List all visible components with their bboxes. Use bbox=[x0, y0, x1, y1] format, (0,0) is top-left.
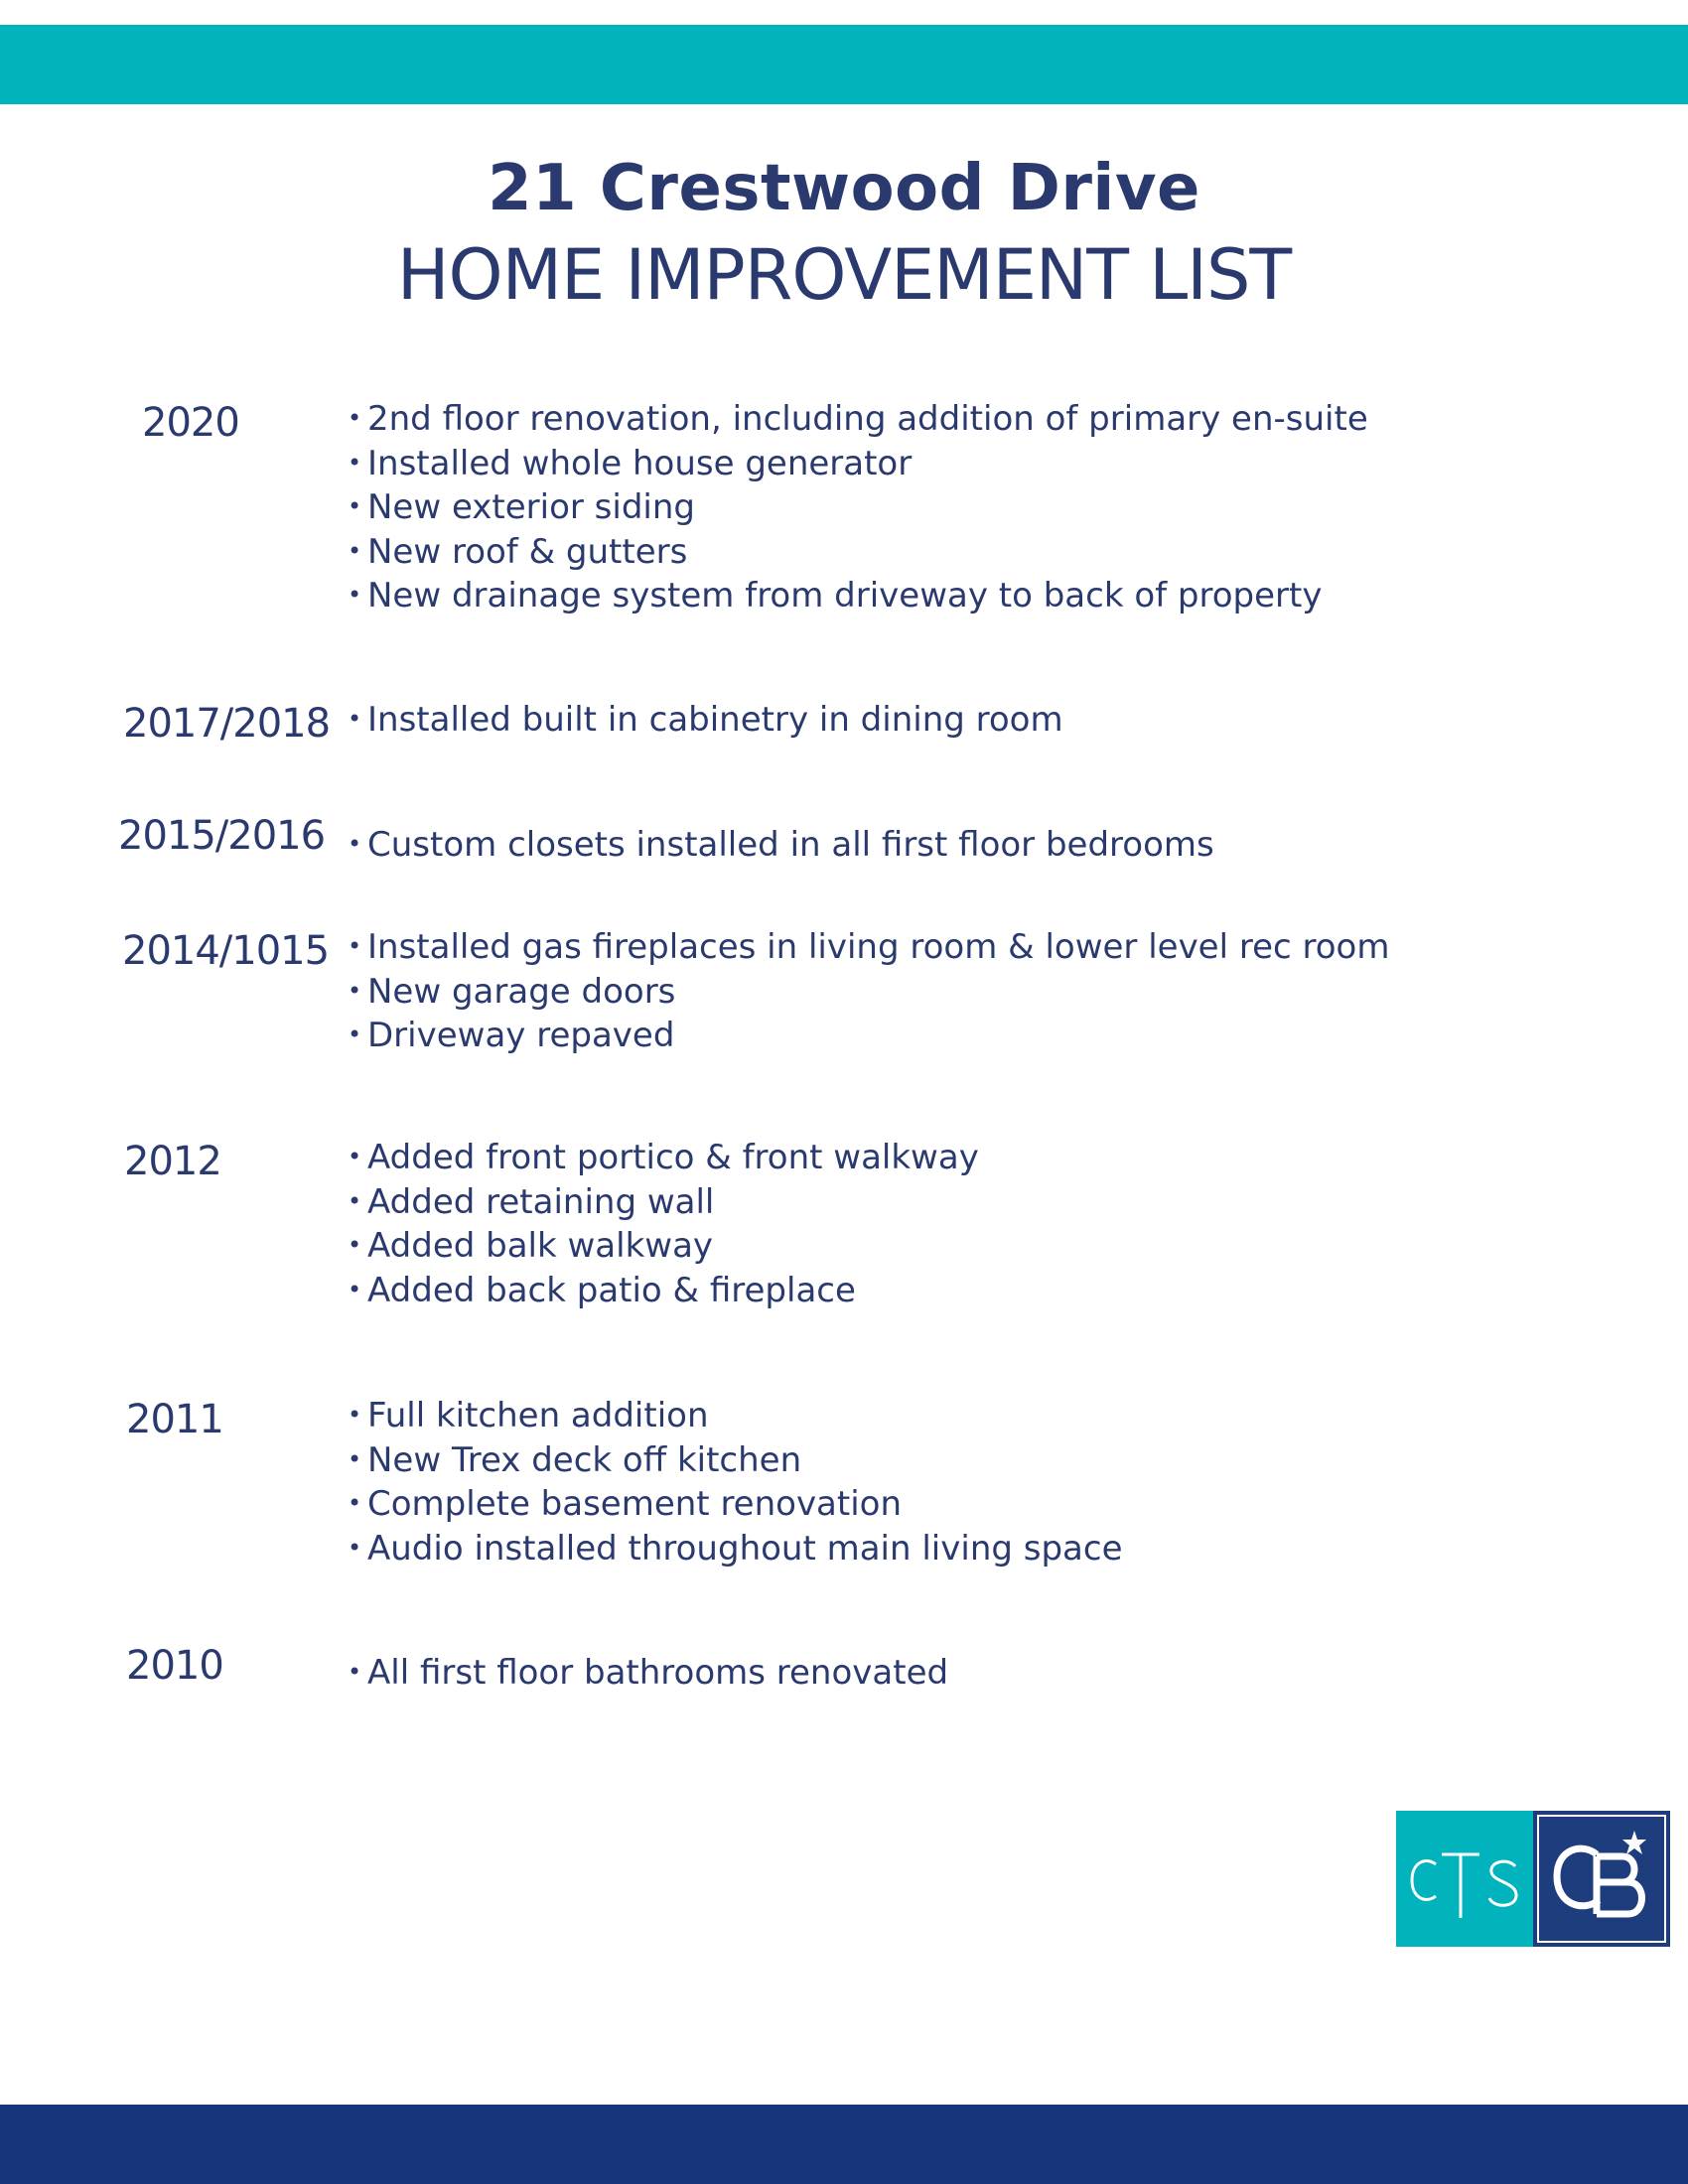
bullet-icon: • bbox=[348, 1275, 362, 1303]
cts-logo bbox=[1396, 1811, 1533, 1947]
list-item: • New exterior siding bbox=[348, 487, 695, 527]
list-item: • Added balk walkway bbox=[348, 1226, 714, 1266]
list-item: • New roof & gutters bbox=[348, 531, 688, 572]
bullet-icon: • bbox=[348, 830, 362, 858]
list-item: • New Trex deck off kitchen bbox=[348, 1439, 802, 1480]
improvement-list bbox=[348, 1394, 1123, 1570]
section-year: 2012 bbox=[124, 1139, 221, 1184]
bullet-icon: • bbox=[348, 581, 362, 609]
section-year: 2014/1015 bbox=[122, 928, 330, 974]
section-year: 2020 bbox=[142, 400, 239, 446]
list-item: • 2nd floor renovation, including addition of primary en-suite bbox=[348, 399, 1368, 439]
list-item: • Added front portico & front walkway bbox=[348, 1138, 979, 1177]
bullet-icon: • bbox=[348, 1186, 362, 1215]
bullet-icon: • bbox=[348, 705, 362, 733]
section-year: 2011 bbox=[126, 1397, 223, 1442]
improvement-list bbox=[348, 698, 1063, 743]
bullet-icon: • bbox=[348, 1021, 362, 1048]
bullet-icon: • bbox=[348, 536, 362, 565]
bullet-icon: • bbox=[348, 1401, 362, 1429]
brokerage-logo bbox=[1396, 1811, 1670, 1947]
list-item: • All first floor bathrooms renovated bbox=[348, 1653, 949, 1693]
bottom-accent-band bbox=[0, 2105, 1688, 2184]
page-title: HOME IMPROVEMENT LIST bbox=[396, 234, 1292, 316]
bullet-icon: • bbox=[348, 1533, 362, 1562]
list-item: • Installed gas fireplaces in living room & lower level rec room bbox=[348, 927, 1390, 967]
section-year: 2010 bbox=[126, 1643, 223, 1689]
list-item: • New drainage system from driveway to back of property bbox=[348, 576, 1323, 615]
section-year: 2015/2016 bbox=[118, 813, 326, 859]
improvement-list bbox=[348, 1136, 979, 1312]
bullet-icon: • bbox=[348, 932, 362, 960]
bullet-icon: • bbox=[348, 1231, 362, 1259]
improvement-list bbox=[348, 397, 1368, 618]
list-item: • Added back patio & fireplace bbox=[348, 1270, 856, 1310]
list-item: • Custom closets installed in all first floor bedrooms bbox=[348, 825, 1214, 865]
list-item: • New garage doors bbox=[348, 971, 676, 1012]
cb-monogram-icon bbox=[1539, 1817, 1664, 1941]
section-year: 2017/2018 bbox=[123, 701, 331, 747]
bullet-icon: • bbox=[348, 976, 362, 1005]
list-item: • Driveway repaved bbox=[348, 1016, 675, 1055]
bullet-icon: • bbox=[348, 1658, 362, 1686]
list-item: • Installed whole house generator bbox=[348, 443, 913, 483]
bullet-icon: • bbox=[348, 404, 362, 432]
list-item: • Audio installed throughout main living space bbox=[348, 1528, 1123, 1569]
list-item: • Full kitchen addition bbox=[348, 1396, 709, 1435]
list-item: • Added retaining wall bbox=[348, 1181, 715, 1222]
page-header bbox=[0, 149, 1688, 320]
top-accent-band bbox=[0, 25, 1688, 104]
bullet-icon: • bbox=[348, 1444, 362, 1473]
improvement-list bbox=[348, 823, 1214, 868]
improvement-list bbox=[348, 1651, 948, 1696]
improvement-list bbox=[348, 925, 1389, 1058]
bullet-icon: • bbox=[348, 1143, 362, 1170]
list-item: • Installed built in cabinetry in dining room bbox=[348, 700, 1063, 740]
bullet-icon: • bbox=[348, 1489, 362, 1517]
bullet-icon: • bbox=[348, 492, 362, 520]
property-address: 21 Crestwood Drive bbox=[488, 152, 1200, 225]
star-icon bbox=[1622, 1831, 1646, 1854]
list-item: • Complete basement renovation bbox=[348, 1484, 903, 1524]
cb-logo bbox=[1537, 1815, 1666, 1943]
bullet-icon: • bbox=[348, 448, 362, 477]
cts-monogram-icon bbox=[1396, 1811, 1533, 1947]
